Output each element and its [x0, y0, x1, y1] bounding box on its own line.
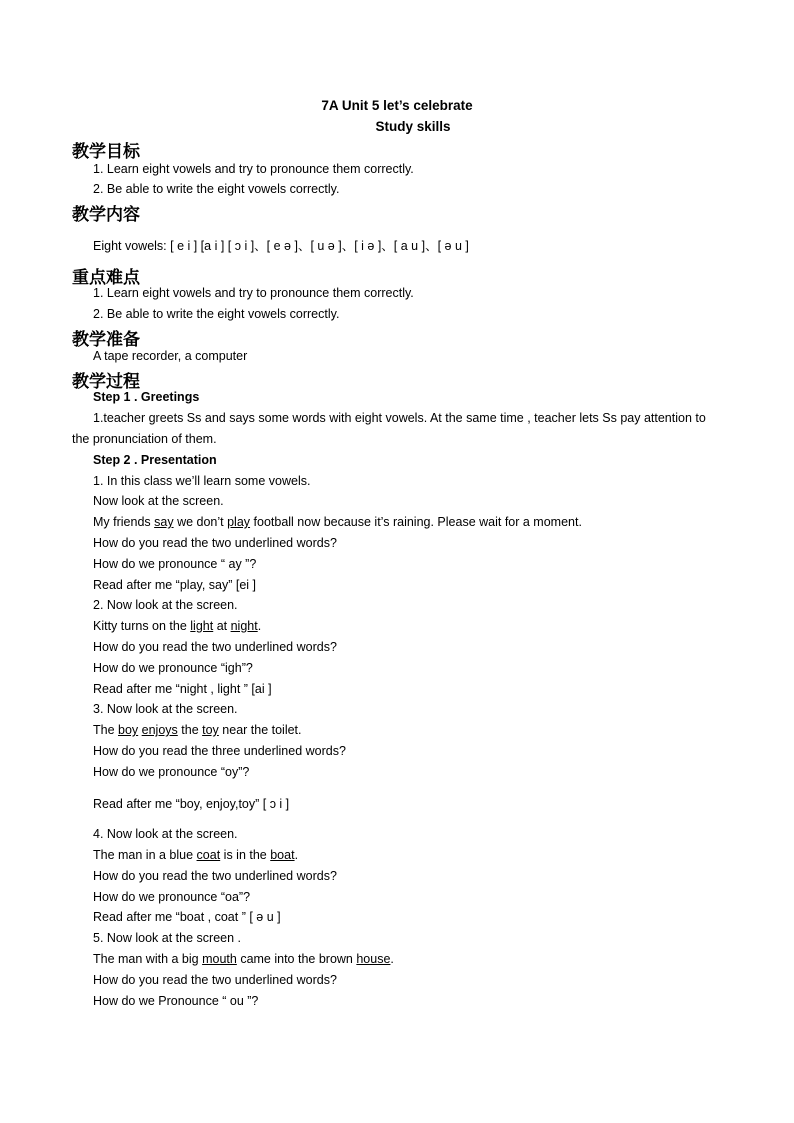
step2-line: [93, 723, 302, 737]
underlined-word: mouth: [202, 952, 237, 966]
underlined-word: play: [227, 515, 251, 529]
step2-line: 2. Now look at the screen.: [93, 598, 238, 612]
underlined-word: boy: [118, 723, 139, 737]
underlined-word: say: [154, 515, 174, 529]
underlined-word: light: [190, 619, 214, 633]
text-fragment: near the toilet.: [218, 723, 302, 737]
heading-process: 教学过程: [72, 372, 140, 392]
step2-line: Read after me “play, say” [ei ]: [93, 578, 257, 592]
key-point-item: 2. Be able to write the eight vowels correctly.: [93, 307, 340, 321]
step2-line: 1. In this class we’ll learn some vowels.: [93, 474, 311, 488]
step1-line: the pronunciation of them.: [72, 432, 217, 446]
step2-line: How do you read the two underlined words?: [93, 640, 337, 654]
document-title: 7A Unit 5 let’s celebrate: [321, 98, 473, 113]
heading-content: 教学内容: [72, 205, 140, 225]
text-fragment: we don’t: [173, 515, 228, 529]
step2-line: [93, 848, 298, 862]
step2-line: [93, 619, 261, 633]
text-fragment: is in the: [220, 848, 271, 862]
text-fragment: Kitty turns on the: [93, 619, 191, 633]
step2-line: How do you read the two underlined words?: [93, 869, 337, 883]
preparation-text: A tape recorder, a computer: [93, 349, 248, 363]
step1-title: Step 1 . Greetings: [93, 390, 200, 404]
step2-line: Read after me “boat , coat ” [ ə u ]: [93, 910, 281, 924]
text-fragment: My friends: [93, 515, 155, 529]
step2-line: [93, 515, 582, 529]
step1-line: 1.teacher greets Ss and says some words with eight vowels. At the same time , teacher lets Ss pay attention to: [93, 411, 706, 425]
text-fragment: .: [390, 952, 394, 966]
content-text: Eight vowels: [ e i ] [a i ] [ ɔ i ]、[ e ə ]、[ u ə ]、[ i ə ]、[ a u ]、[ ə u ]: [93, 239, 469, 253]
step2-line: Read after me “boy, enjoy,toy” [ ɔ i ]: [93, 797, 290, 811]
text-fragment: The: [93, 723, 119, 737]
step2-line: Read after me “night , light ” [ai ]: [93, 682, 272, 696]
text-fragment: The man with a big: [93, 952, 203, 966]
text-fragment: The man in a blue: [93, 848, 197, 862]
heading-preparation: 教学准备: [72, 330, 140, 350]
underlined-word: enjoys: [141, 723, 178, 737]
step2-line: Now look at the screen.: [93, 494, 224, 508]
document-subtitle: Study skills: [375, 119, 451, 134]
objective-item: 2. Be able to write the eight vowels correctly.: [93, 182, 340, 196]
text-fragment: .: [257, 619, 262, 633]
step2-line: 4. Now look at the screen.: [93, 827, 238, 841]
underlined-word: house: [356, 952, 391, 966]
key-point-item: 1. Learn eight vowels and try to pronounce them correctly.: [93, 286, 414, 300]
text-fragment: at: [213, 619, 231, 633]
heading-key-points: 重点难点: [72, 268, 140, 288]
underlined-word: toy: [202, 723, 219, 737]
underlined-word: coat: [196, 848, 221, 862]
step2-line: How do we pronounce “ ay ”?: [93, 557, 257, 571]
step2-line: How do you read the three underlined words?: [93, 744, 346, 758]
heading-objectives: 教学目标: [72, 142, 140, 162]
underlined-word: boat: [270, 848, 295, 862]
underlined-word: night: [230, 619, 258, 633]
objective-item: 1. Learn eight vowels and try to pronounce them correctly.: [93, 162, 414, 176]
step2-line: How do you read the two underlined words?: [93, 973, 337, 987]
step2-line: How do we Pronounce “ ou ”?: [93, 994, 259, 1008]
step2-line: 5. Now look at the screen .: [93, 931, 241, 945]
text-fragment: came into the brown: [236, 952, 357, 966]
step2-line: [93, 952, 394, 966]
step2-title: Step 2 . Presentation: [93, 453, 217, 467]
text-fragment: the: [177, 723, 203, 737]
step2-line: How do we pronounce “oy”?: [93, 765, 250, 779]
text-fragment: .: [294, 848, 299, 862]
step2-line: How do we pronounce “igh”?: [93, 661, 253, 675]
step2-line: How do we pronounce “oa”?: [93, 890, 251, 904]
step2-line: How do you read the two underlined words?: [93, 536, 337, 550]
step2-line: 3. Now look at the screen.: [93, 702, 238, 716]
text-fragment: football now because it’s raining. Please wait for a moment.: [250, 515, 582, 529]
